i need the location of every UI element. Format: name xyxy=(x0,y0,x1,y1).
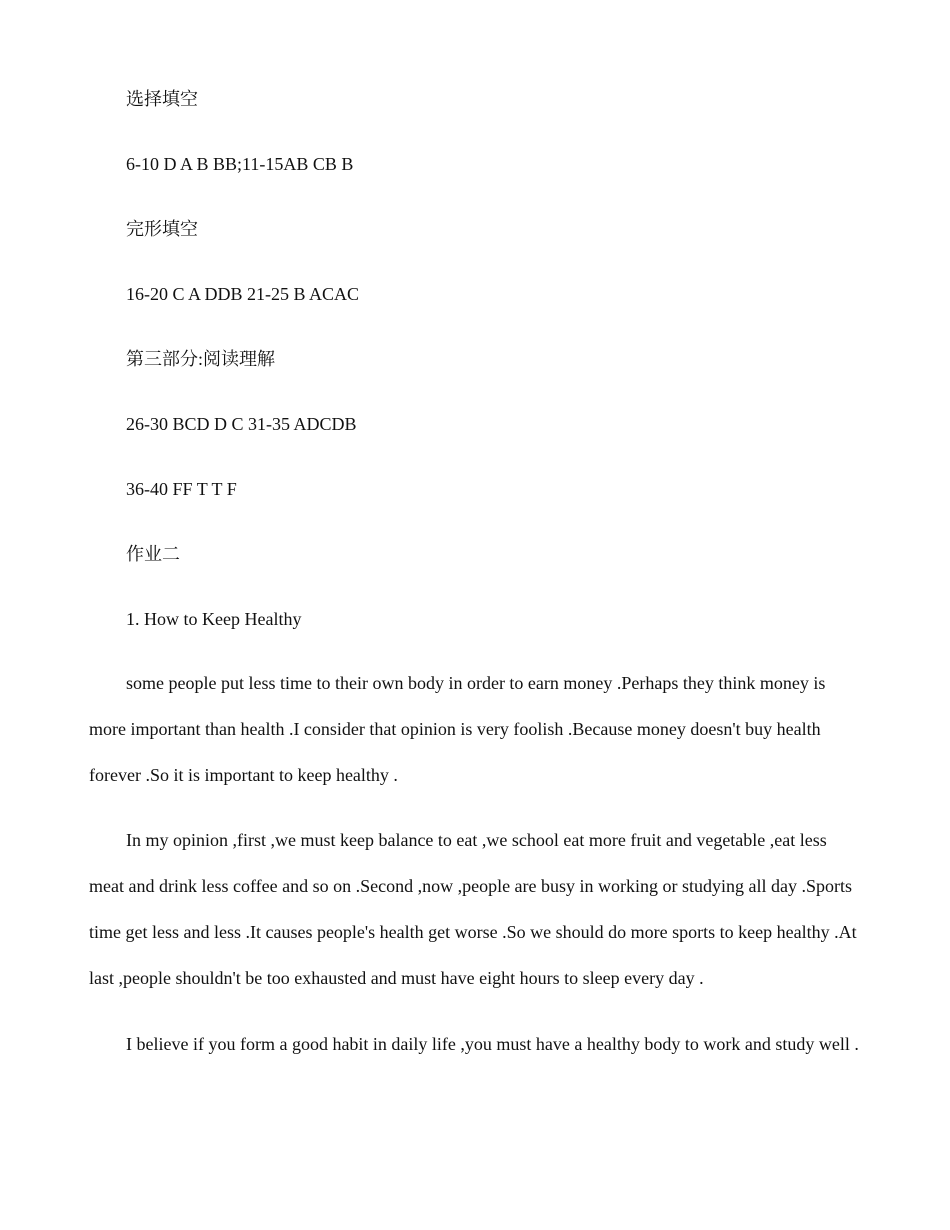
section-heading-multiple-choice: 选择填空 xyxy=(126,89,198,109)
answer-line-36-40: 36-40 FF T T F xyxy=(126,479,237,499)
answer-line-6-15: 6-10 D A B BB;11-15AB CB B xyxy=(126,154,354,174)
section-heading-homework-two: 作业二 xyxy=(126,544,180,564)
section-heading-cloze: 完形填空 xyxy=(126,219,198,239)
essay-paragraph-3: I believe if you form a good habit in daily life ,you must have a healthy body to work and study well . xyxy=(126,1034,859,1054)
essay-paragraph-2: In my opinion ,first ,we must keep balance to eat ,we school eat more fruit and vegetable ,eat less meat and drink less coffee and so on .Second ,now ,people are busy in working or studying all day .Sports time get less and less .It causes people's health get worse .So we should do more sports to keep healthy .At last ,people shouldn't be too exhausted and must have eight hours to sleep every day . xyxy=(89,830,857,988)
answer-line-26-35: 26-30 BCD D C 31-35 ADCDB xyxy=(126,414,357,434)
essay-paragraph-1: some people put less time to their own body in order to earn money .Perhaps they think money is more important than health .I consider that opinion is very foolish .Because money doesn't buy health forever .So it is important to keep healthy . xyxy=(89,673,826,785)
answer-line-16-25: 16-20 C A DDB 21-25 B ACAC xyxy=(126,284,360,304)
section-heading-reading: 第三部分:阅读理解 xyxy=(126,349,276,369)
essay-title: 1. How to Keep Healthy xyxy=(126,609,302,629)
